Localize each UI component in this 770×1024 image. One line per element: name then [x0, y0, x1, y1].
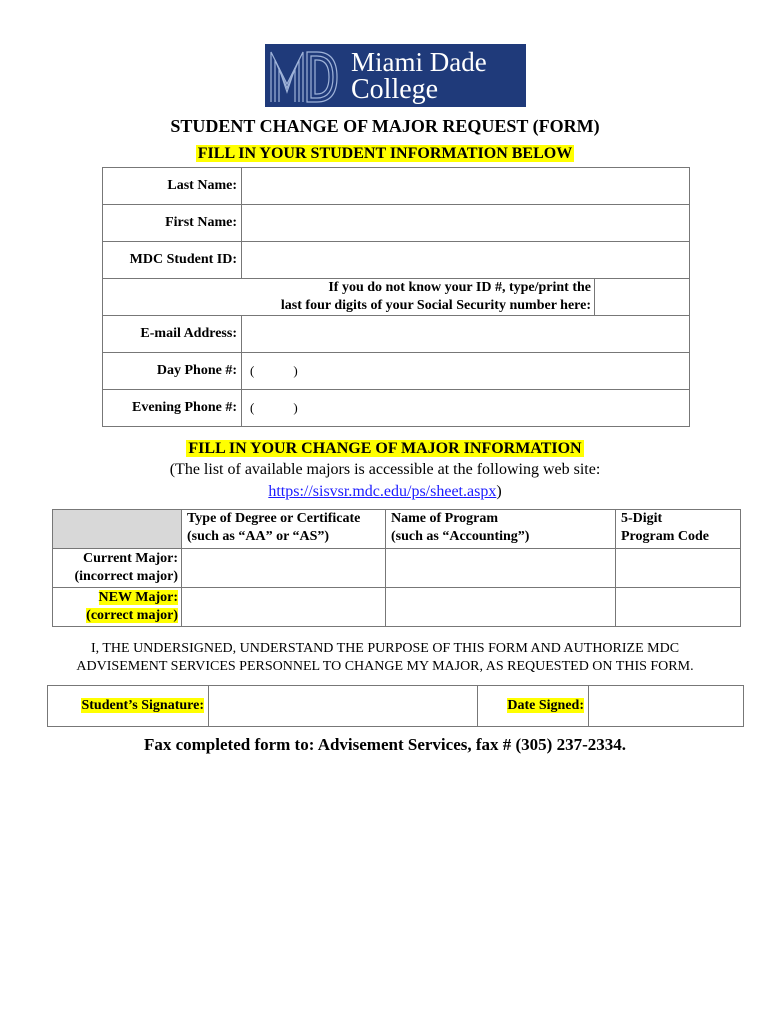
date-field[interactable] — [589, 686, 744, 727]
table-row — [103, 316, 690, 353]
signature-label-cell — [48, 686, 209, 727]
table-row — [103, 168, 690, 205]
last-name-label: Last Name: — [103, 168, 242, 205]
section-heading-student-info — [0, 145, 770, 163]
day-phone-area-code: ( ) — [250, 362, 298, 378]
table-row — [103, 242, 690, 279]
logo-text-line2: College — [351, 74, 439, 105]
ssn-last-four-field[interactable] — [595, 279, 690, 316]
col-header-program — [386, 510, 616, 549]
section-heading-major — [0, 440, 770, 458]
date-label-cell — [478, 686, 589, 727]
new-code-field[interactable] — [616, 588, 741, 627]
table-row — [53, 588, 741, 627]
md-logo-mark-icon — [265, 44, 341, 107]
authorization-text-line2: ADVISEMENT SERVICES PERSONNEL TO CHANGE MY MAJOR, AS REQUESTED ON THIS FORM. — [76, 659, 694, 674]
evening-phone-area-code: ( ) — [250, 399, 298, 415]
college-logo — [265, 44, 526, 107]
new-major-label-line2: (correct major) — [86, 608, 178, 623]
ssn-note — [103, 279, 595, 316]
first-name-field[interactable] — [242, 205, 690, 242]
table-row — [103, 353, 690, 390]
day-phone-label: Day Phone #: — [103, 353, 242, 390]
signature-field[interactable] — [209, 686, 478, 727]
logo-text-line1: Miami Dade — [351, 47, 487, 77]
student-id-label: MDC Student ID: — [103, 242, 242, 279]
evening-phone-label: Evening Phone #: — [103, 390, 242, 427]
fax-instructions: Fax completed form to: Advisement Services, fax # (305) 237-2334. — [143, 735, 627, 754]
signature-label: Student’s Signature: — [81, 698, 204, 713]
new-major-label-line1: NEW Major: — [98, 590, 178, 605]
current-major-label-line2: (incorrect major) — [74, 569, 178, 584]
email-label: E-mail Address: — [103, 316, 242, 353]
date-label: Date Signed: — [507, 698, 584, 713]
current-major-label-line1: Current Major: — [83, 551, 178, 566]
table-row — [48, 686, 744, 727]
col-header-degree-line1: Type of Degree or Certificate — [187, 511, 361, 526]
table-row — [103, 390, 690, 427]
current-code-field[interactable] — [616, 549, 741, 588]
current-degree-field[interactable] — [182, 549, 386, 588]
ssn-note-line1: If you do not know your ID #, type/print the — [328, 280, 591, 295]
student-id-field[interactable] — [242, 242, 690, 279]
authorization-text-line1: I, THE UNDERSIGNED, UNDERSTAND THE PURPOSE OF THIS FORM AND AUTHORIZE MDC — [90, 641, 680, 656]
table-row — [103, 279, 690, 316]
col-header-code-line2: Program Code — [621, 529, 709, 544]
section-heading-student-info-text: FILL IN YOUR STUDENT INFORMATION BELOW — [197, 145, 573, 162]
new-major-label — [53, 588, 182, 627]
majors-link[interactable]: https://sisvsr.mdc.edu/ps/sheet.aspx — [268, 483, 497, 500]
majors-link-line — [0, 483, 770, 501]
day-phone-field[interactable] — [242, 353, 690, 390]
col-header-code-line1: 5-Digit — [621, 511, 663, 526]
first-name-label: First Name: — [103, 205, 242, 242]
col-header-program-line2: (such as “Accounting”) — [391, 529, 530, 544]
current-program-field[interactable] — [386, 549, 616, 588]
email-field[interactable] — [242, 316, 690, 353]
new-degree-field[interactable] — [182, 588, 386, 627]
signature-table — [47, 685, 744, 727]
majors-note: (The list of available majors is accessible at the following web site: — [169, 461, 601, 478]
last-name-field[interactable] — [242, 168, 690, 205]
table-row — [103, 205, 690, 242]
form-title: STUDENT CHANGE OF MAJOR REQUEST (FORM) — [170, 116, 600, 136]
header-blank-cell — [53, 510, 182, 549]
section-heading-major-text: FILL IN YOUR CHANGE OF MAJOR INFORMATION — [188, 440, 582, 457]
current-major-label — [53, 549, 182, 588]
col-header-program-line1: Name of Program — [391, 511, 499, 526]
student-info-table — [102, 167, 690, 427]
majors-link-close: ) — [496, 483, 502, 500]
new-program-field[interactable] — [386, 588, 616, 627]
col-header-degree-line2: (such as “AA” or “AS”) — [187, 529, 330, 544]
ssn-note-line2: last four digits of your Social Security number here: — [280, 298, 591, 313]
col-header-degree — [182, 510, 386, 549]
major-table — [52, 509, 741, 627]
table-row — [53, 510, 741, 549]
evening-phone-field[interactable] — [242, 390, 690, 427]
table-row — [53, 549, 741, 588]
col-header-code — [616, 510, 741, 549]
